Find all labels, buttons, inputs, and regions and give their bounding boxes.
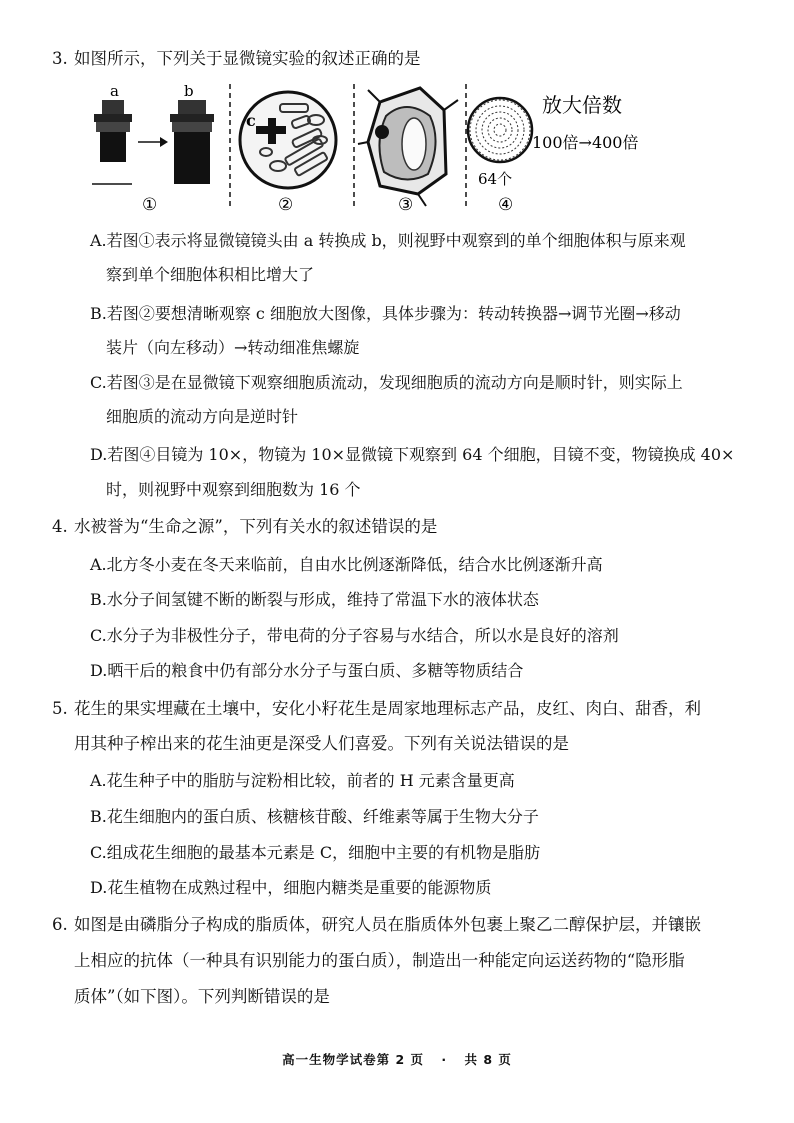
question-number: 4. <box>52 517 68 536</box>
footer-total-pages: 共 8 页 <box>464 1052 512 1067</box>
q4-option-b: B.水分子间氢键不断的断裂与形成，维持了常温下水的液体状态 <box>90 590 539 609</box>
magnification-title: 放大倍数 <box>542 93 622 117</box>
q4-option-c: C.水分子为非极性分子，带电荷的分子容易与水结合，所以水是良好的溶剂 <box>90 626 619 645</box>
question-6-stem-line2: 上相应的抗体（一种具有识别能力的蛋白质），制造出一种能定向运送药物的“隐形脂 <box>74 951 685 970</box>
q3-option-b-line2: 装片（向左移动）→转动细准焦螺旋 <box>106 338 360 357</box>
question-number: 3. <box>52 49 68 68</box>
plant-cell <box>358 88 458 206</box>
label-b: b <box>184 82 194 100</box>
question-6-stem-line3: 质体”（如下图）。下列判断错误的是 <box>74 987 330 1006</box>
question-text: 水被誉为“生命之源”，下列有关水的叙述错误的是 <box>74 517 438 536</box>
footer-separator: · <box>441 1052 448 1067</box>
question-4-stem <box>52 516 752 538</box>
q4-option-d: D.晒干后的粮食中仍有部分水分子与蛋白质、多糖等物质结合 <box>90 661 524 680</box>
question-number: 5. <box>52 699 68 718</box>
q3-option-a-line1: A.若图①表示将显微镜镜头由 a 转换成 b，则视野中观察到的单个细胞体积与原来观 <box>90 231 686 250</box>
field-of-view-cells <box>240 92 336 188</box>
q5-option-c: C.组成花生细胞的最基本元素是 C，细胞中主要的有机物是脂肪 <box>90 843 541 862</box>
question-3-stem <box>52 48 752 70</box>
q3-option-d-line1: D.若图④目镜为 10×，物镜为 10×显微镜下观察到 64 个细胞，目镜不变，物镜换成 40× <box>90 445 735 464</box>
label-a: a <box>110 82 119 100</box>
panel-label-3: ③ <box>398 195 414 214</box>
question-number: 6. <box>52 915 68 934</box>
microscope-figure-svg <box>80 82 680 214</box>
question-text: 如图所示，下列关于显微镜实验的叙述正确的是 <box>74 49 421 68</box>
panel-label-2: ② <box>278 195 294 214</box>
panel-label-1: ① <box>142 195 158 214</box>
page-footer <box>0 1050 794 1068</box>
panel-label-4: ④ <box>498 195 514 214</box>
footer-page-info: 高一生物学试卷第 2 页 <box>282 1052 425 1067</box>
q3-option-a-line2: 察到单个细胞体积相比增大了 <box>106 265 315 284</box>
label-c: c <box>246 111 256 130</box>
q3-option-c-line2: 细胞质的流动方向是逆时针 <box>106 407 299 426</box>
q3-option-c-line1: C.若图③是在显微镜下观察细胞质流动，发现细胞质的流动方向是顺时针，则实际上 <box>90 373 683 392</box>
question-5-stem <box>52 698 752 720</box>
q5-option-d: D.花生植物在成熟过程中，细胞内糖类是重要的能源物质 <box>90 878 492 897</box>
question-text: 花生的果实埋藏在土壤中，安化小籽花生是周家地理标志产品，皮红、肉白、甜香，利 <box>74 699 701 718</box>
arrow-icon <box>138 137 168 147</box>
objective-lens-b <box>170 100 214 184</box>
q5-option-b: B.花生细胞内的蛋白质、核糖核苷酸、纤维素等属于生物大分子 <box>90 807 539 826</box>
microscope-figure <box>80 82 680 214</box>
cell-cluster <box>468 98 532 162</box>
question-5-stem-line2: 用其种子榨出来的花生油更是深受人们喜爱。下列有关说法错误的是 <box>74 734 569 753</box>
q3-option-d-line2: 时，则视野中观察到细胞数为 16 个 <box>106 480 361 499</box>
q5-option-a: A.花生种子中的脂肪与淀粉相比较，前者的 H 元素含量更高 <box>90 771 515 790</box>
cell-count-label: 64个 <box>478 170 513 188</box>
q4-option-a: A.北方冬小麦在冬天来临前，自由水比例逐渐降低，结合水比例逐渐升高 <box>90 555 603 574</box>
question-text: 如图是由磷脂分子构成的脂质体，研究人员在脂质体外包裹上聚乙二醇保护层，并镶嵌 <box>74 915 701 934</box>
q3-option-b-line1: B.若图②要想清晰观察 c 细胞放大图像，具体步骤为：转动转换器→调节光圈→移动 <box>90 304 681 323</box>
objective-lens-a <box>94 100 132 162</box>
magnification-change: 100倍→400倍 <box>532 133 639 152</box>
question-6-stem <box>52 914 752 936</box>
